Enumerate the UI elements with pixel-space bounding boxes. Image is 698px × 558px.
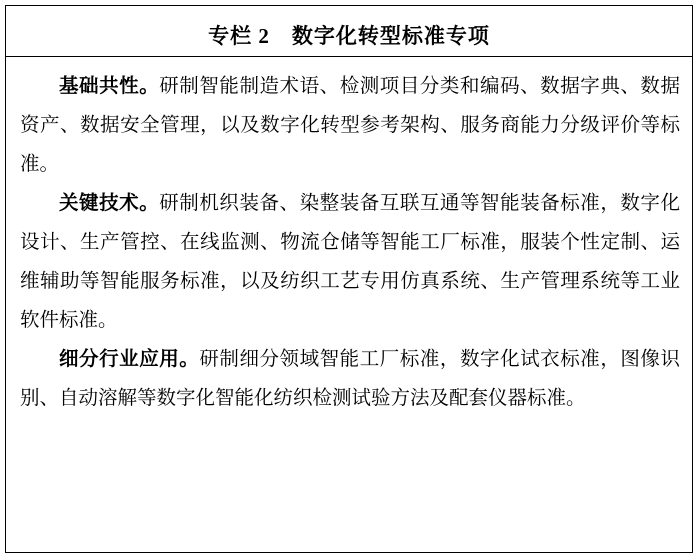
paragraph-lead-label: 关键技术。 [59,193,160,214]
paragraph-segment-application [20,340,680,418]
document-body [6,57,692,418]
paragraph-basic-commonality [20,67,680,184]
paragraph-text: 研制机织装备、染整装备互联互通等智能装备标准，数字化设计、生产管控、在线监测、物流仓储等智能工厂标准，服装个性定制、运维辅助等智能服务标准，以及纺织工艺专用仿真系统、生产管理系统等工业软件标准。 [20,193,680,331]
page-title: 专栏 2 数字化转型标准专项 [208,24,490,48]
paragraph-text: 研制智能制造术语、检测项目分类和编码、数据字典、数据资产、数据安全管理，以及数字化转型参考架构、服务商能力分级评价等标准。 [20,76,680,175]
paragraph-text: 研制细分领域智能工厂标准，数字化试衣标准，图像识别、自动溶解等数字化智能化纺织检测试验方法及配套仪器标准。 [20,349,680,409]
callout-box [5,5,693,553]
paragraph-lead-label: 细分行业应用。 [59,349,200,370]
paragraph-lead-label: 基础共性。 [59,76,160,97]
paragraph-key-technology [20,184,680,340]
